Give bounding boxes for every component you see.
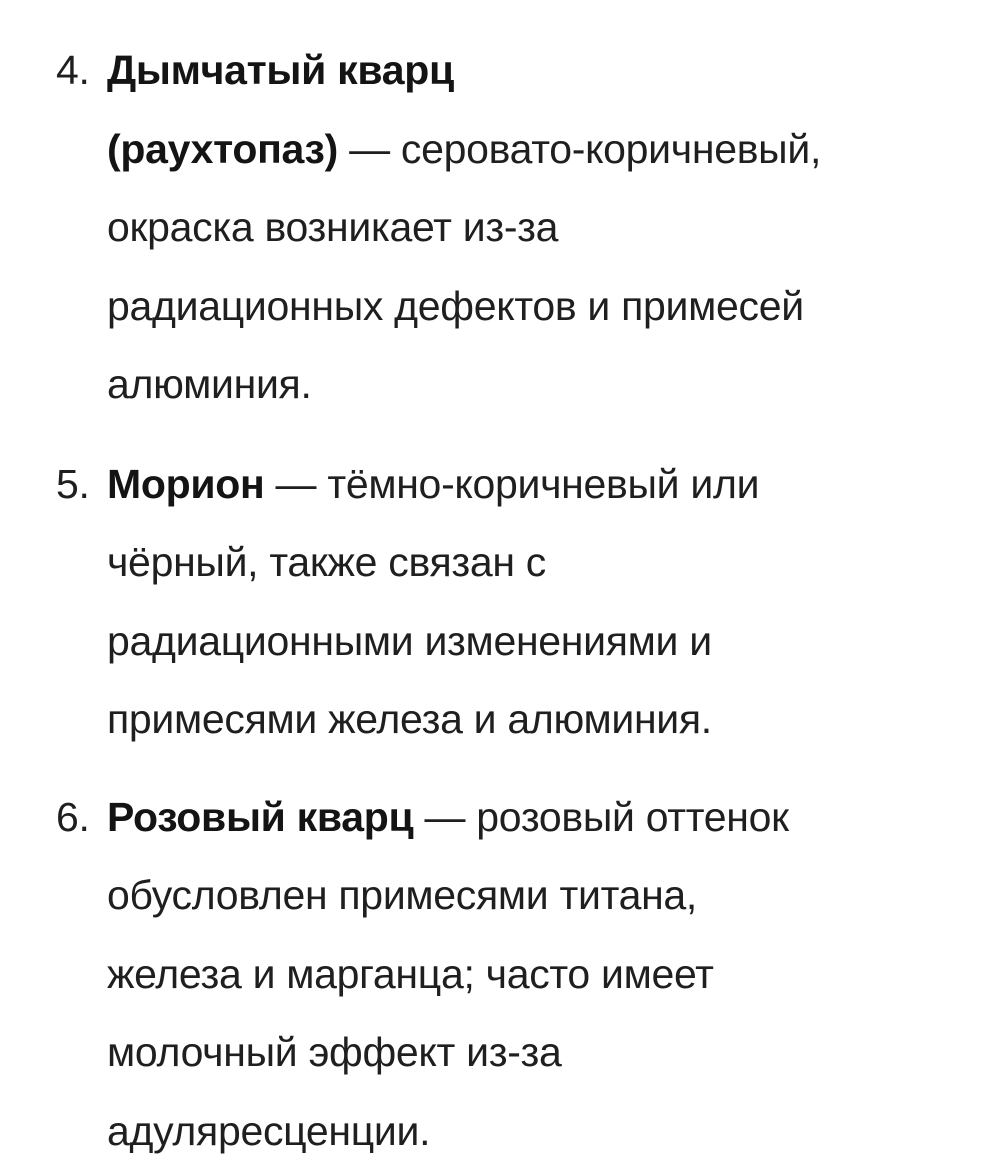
list-item-number: 5. <box>56 460 90 507</box>
text-line <box>107 110 940 189</box>
text-line <box>107 445 940 524</box>
text-line <box>107 31 940 110</box>
list-item-smoky-quartz <box>0 0 1000 424</box>
description-text: адуляресценции. <box>107 1107 431 1154</box>
list-item-morion <box>0 445 1000 759</box>
description-text: радиационными изменениями и <box>107 617 712 664</box>
term-name: Морион <box>107 460 265 507</box>
description-text: молочный эффект из-за <box>107 1029 562 1075</box>
list-item-number: 6. <box>56 793 90 840</box>
text-line <box>107 523 940 602</box>
term-name: Дымчатый кварц <box>107 47 454 93</box>
description-text: примесями железа и алюминия. <box>107 696 712 742</box>
text-line <box>107 188 940 267</box>
text-line <box>107 680 940 759</box>
text-line <box>107 1092 940 1171</box>
text-line <box>107 778 940 857</box>
list-item-rose-quartz <box>0 778 1000 1171</box>
text-line <box>107 1013 940 1092</box>
text-line <box>107 935 940 1014</box>
description-text: железа и марганца; часто имеет <box>107 950 714 997</box>
description-text: — тёмно-коричневый или <box>264 460 760 507</box>
description-text: — розовый оттенок <box>413 793 789 840</box>
term-name: (раухтопаз) <box>107 125 338 172</box>
list-item-number: 4. <box>56 47 90 93</box>
description-text: алюминия. <box>107 361 312 407</box>
text-line <box>107 267 940 346</box>
description-text: окраска возникает из-за <box>107 204 559 250</box>
term-name: Розовый кварц <box>107 793 414 840</box>
description-text: радиационных дефектов и примесей <box>107 282 804 329</box>
text-line <box>107 856 940 935</box>
text-line <box>107 602 940 681</box>
description-text: — серовато-коричневый, <box>338 125 822 172</box>
description-text: чёрный, также связан с <box>107 539 546 585</box>
text-line <box>107 345 940 424</box>
description-text: обусловлен примесями титана, <box>107 872 698 918</box>
